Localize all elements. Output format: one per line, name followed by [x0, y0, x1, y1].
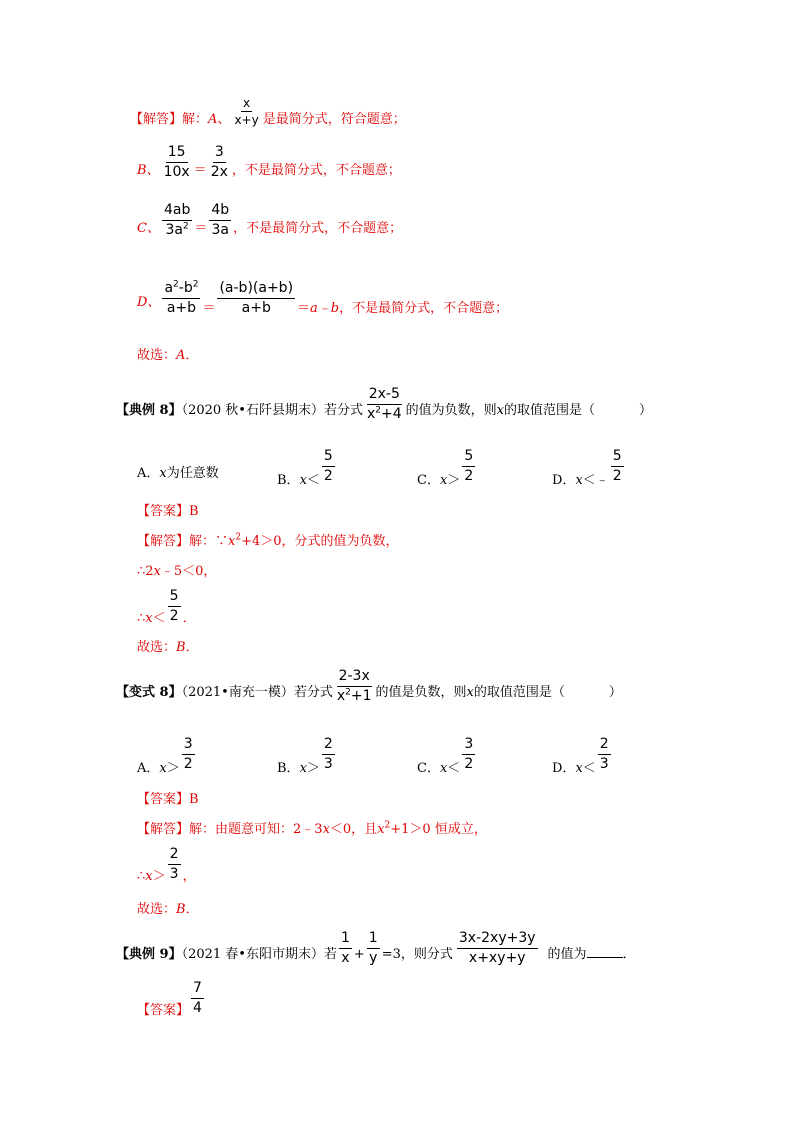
therefore: ∴	[137, 611, 146, 626]
ex8-step3	[137, 588, 196, 625]
option-fraction: $\frac{3}{2}$	[183, 736, 193, 772]
variable-x: x	[466, 685, 474, 700]
option-var: x	[159, 466, 167, 481]
var8-step2	[137, 846, 196, 883]
option-rel: ＞	[166, 761, 180, 776]
option-var: x	[439, 473, 448, 488]
option-fraction: $\frac{2}{3}$	[599, 736, 609, 772]
choose-answer: A	[176, 348, 186, 363]
option-c-label: C、	[137, 221, 160, 236]
ex8-option-d	[552, 448, 626, 488]
answer-value: B	[189, 504, 199, 519]
solution-label: 【解答】	[137, 822, 190, 837]
option-fraction: $\frac{5}{2}$	[464, 448, 474, 484]
bracket-close: ）	[639, 403, 653, 418]
question-text: 的值为负数，则	[405, 403, 497, 418]
period: ．	[622, 947, 636, 962]
period: ．	[182, 611, 196, 626]
option-rel: ＞	[306, 761, 320, 776]
question-source: （2021•南充一模）若分式	[181, 685, 333, 700]
sec7-line-d	[137, 279, 509, 321]
ex9-question	[116, 930, 636, 973]
answer-value: B	[189, 792, 199, 807]
solution-text: 解：由题意可知：2﹣3	[189, 822, 323, 837]
step-text: ﹣5＜0，	[160, 564, 217, 579]
option-label: B．	[277, 761, 300, 776]
answer-label: 【答案】	[137, 1003, 190, 1018]
jie-text: 解：∵	[189, 534, 229, 549]
variable-x: x	[322, 822, 330, 837]
var8-choose	[137, 898, 199, 917]
equals-sign: ＝	[193, 163, 207, 178]
sec7-line-a	[130, 96, 406, 135]
solution-text-2: ＜0，且	[329, 822, 378, 837]
relation: ＜	[152, 611, 166, 626]
fraction-4b-over-3a: $\frac{4b}{3a}$	[211, 202, 230, 238]
fraction-5-over-2: $\frac{5}{2}$	[169, 588, 179, 624]
answer-blank	[587, 947, 623, 958]
option-rel: ＜	[447, 761, 461, 776]
option-label: C．	[417, 761, 440, 776]
variant-heading: 【变式 8】	[116, 685, 182, 700]
option-fraction: $\frac{5}{2}$	[323, 448, 333, 484]
expr-a-minus-b: a﹣b	[310, 301, 340, 316]
question-text-2: 的取值范围是（	[473, 685, 565, 700]
answer-label: 【答案】	[137, 792, 190, 807]
ex8-option-b	[277, 448, 337, 488]
option-var: x	[299, 473, 307, 488]
period: ．	[185, 640, 199, 655]
var8-answer	[137, 788, 199, 807]
fraction-7-over-4: $\frac{7}{4}$	[193, 980, 202, 1016]
ex8-option-c	[417, 448, 477, 488]
ex8-choose	[137, 636, 199, 655]
solution-label: 【解答】	[137, 534, 190, 549]
option-fraction: $\frac{5}{2}$	[612, 448, 622, 484]
option-var: x	[575, 761, 583, 776]
question-text-2: 的取值范围是（	[504, 403, 596, 418]
question-source: （2020 秋•石阡县期末）若分式	[181, 403, 363, 418]
fraction-1-over-y: $\frac{1}{y}$	[368, 930, 378, 966]
variable-x: x	[496, 403, 504, 418]
option-label: A．	[137, 761, 160, 776]
fraction-3-over-2x: $\frac{3}{2x}$	[210, 144, 228, 180]
option-rel: ＜	[582, 761, 596, 776]
question-text-2: 的值为	[547, 947, 587, 962]
plus-sign: +	[353, 947, 365, 962]
solution-text: +4＞0，分式的值为负数，	[241, 534, 399, 549]
comma: ，	[182, 869, 196, 884]
variable-x: x	[228, 534, 236, 549]
choose-label: 故选：	[137, 348, 177, 363]
fraction-x-over-x-plus-y: $\frac{x}{x+y}$	[234, 96, 259, 127]
question-text: 的值是负数，则	[375, 685, 467, 700]
option-c-text: ，不是最简分式，不合题意；	[233, 221, 403, 236]
option-fraction: $\frac{2}{3}$	[323, 736, 333, 772]
option-var: x	[575, 473, 583, 488]
equals-sign: ＝	[194, 221, 208, 236]
question-source: （2021 春•东阳市期末）若	[181, 947, 337, 962]
period: ．	[185, 348, 199, 363]
question-text: =3，则分式	[381, 947, 453, 962]
fraction-15-over-10x: $\frac{15}{10x}$	[163, 144, 190, 180]
sec7-choose	[137, 344, 198, 363]
fraction-a2-b2-over-a-plus-b: $\frac{a^2-b^2}{a+b}$	[164, 279, 199, 316]
option-letter: A	[208, 112, 218, 127]
therefore: ∴2	[137, 564, 154, 579]
fraction-2-over-3: $\frac{2}{3}$	[169, 846, 179, 882]
separator: 、	[217, 112, 231, 127]
option-d-text: ，不是最简分式，不合题意；	[339, 301, 509, 316]
jie-text: 解：	[182, 112, 209, 127]
option-rel: ＞	[447, 473, 461, 488]
option-label: B．	[277, 473, 300, 488]
var8-option-d	[552, 736, 613, 776]
option-rel: ＜	[306, 473, 320, 488]
option-d-label: D、	[137, 295, 161, 310]
ex9-answer	[137, 980, 206, 1017]
option-b-label: B、	[137, 163, 160, 178]
variable-x: x	[377, 822, 385, 837]
option-var: x	[299, 761, 307, 776]
option-rel: ＜﹣	[582, 473, 609, 488]
variable-x: x	[145, 869, 153, 884]
option-label: C．	[417, 473, 440, 488]
ex8-answer	[137, 500, 199, 519]
var8-question	[116, 668, 622, 711]
option-fraction: $\frac{3}{2}$	[464, 736, 474, 772]
option-b-text: ，不是最简分式，不合题意；	[231, 163, 401, 178]
example-heading: 【典例 8】	[116, 403, 182, 418]
period: ．	[185, 902, 199, 917]
option-a-text: 是最简分式，符合题意；	[262, 112, 406, 127]
option-var: x	[439, 761, 448, 776]
therefore: ∴	[137, 869, 146, 884]
fraction-2x-5-over-x2-4: $\frac{2x-5}{x^2+4}$	[366, 386, 402, 422]
fraction-1-over-x: $\frac{1}{x}$	[340, 930, 350, 966]
option-label: A．	[137, 466, 160, 481]
variable-x: x	[145, 611, 153, 626]
option-var: x	[159, 761, 167, 776]
bracket-close: ）	[608, 685, 622, 700]
fraction-4ab-over-3a2: $\frac{4ab}{3a^2}$	[163, 202, 191, 238]
ex8-option-a	[137, 462, 219, 481]
option-text: 为任意数	[166, 466, 219, 481]
answer-label: 【答案】	[137, 504, 190, 519]
option-label: D．	[552, 761, 576, 776]
sec7-line-b	[137, 144, 401, 189]
choose-answer: B	[176, 902, 186, 917]
var8-option-a	[137, 736, 197, 776]
solution-label: 【解答】	[130, 112, 183, 127]
equals-sign: ＝	[297, 301, 311, 316]
fraction-3x-2xy-3y-over-x-xy-y: $\frac{3x-2xy+3y}{x+xy+y}$	[458, 930, 536, 966]
var8-option-c	[417, 736, 477, 776]
ex8-solution: 【解答】解：$\because x^2+4>0$，分式的值为负数，	[137, 532, 399, 549]
option-label: D．	[552, 473, 576, 488]
choose-answer: B	[176, 640, 186, 655]
relation: ＞	[152, 869, 166, 884]
ex8-step2	[137, 560, 216, 579]
choose-label: 故选：	[137, 902, 177, 917]
fraction-2-3x-over-x2-1: $\frac{2-3x}{x^2+1}$	[336, 668, 372, 704]
var8-option-b	[277, 736, 337, 776]
var8-solution: 【解答】解：由题意可知：2﹣3x＜0，且$x^2+1>0$ 恒成立，	[137, 820, 487, 837]
variable-x: x	[153, 564, 161, 579]
choose-label: 故选：	[137, 640, 177, 655]
solution-text-3: +1＞0 恒成立，	[390, 822, 487, 837]
ex8-question	[116, 386, 653, 429]
sec7-line-c	[137, 202, 403, 247]
equals-sign: ＝	[202, 301, 216, 316]
example-heading: 【典例 9】	[116, 947, 182, 962]
fraction-product-over-a-plus-b: $\frac{(a-b)(a+b)}{a+b}$	[219, 280, 294, 316]
